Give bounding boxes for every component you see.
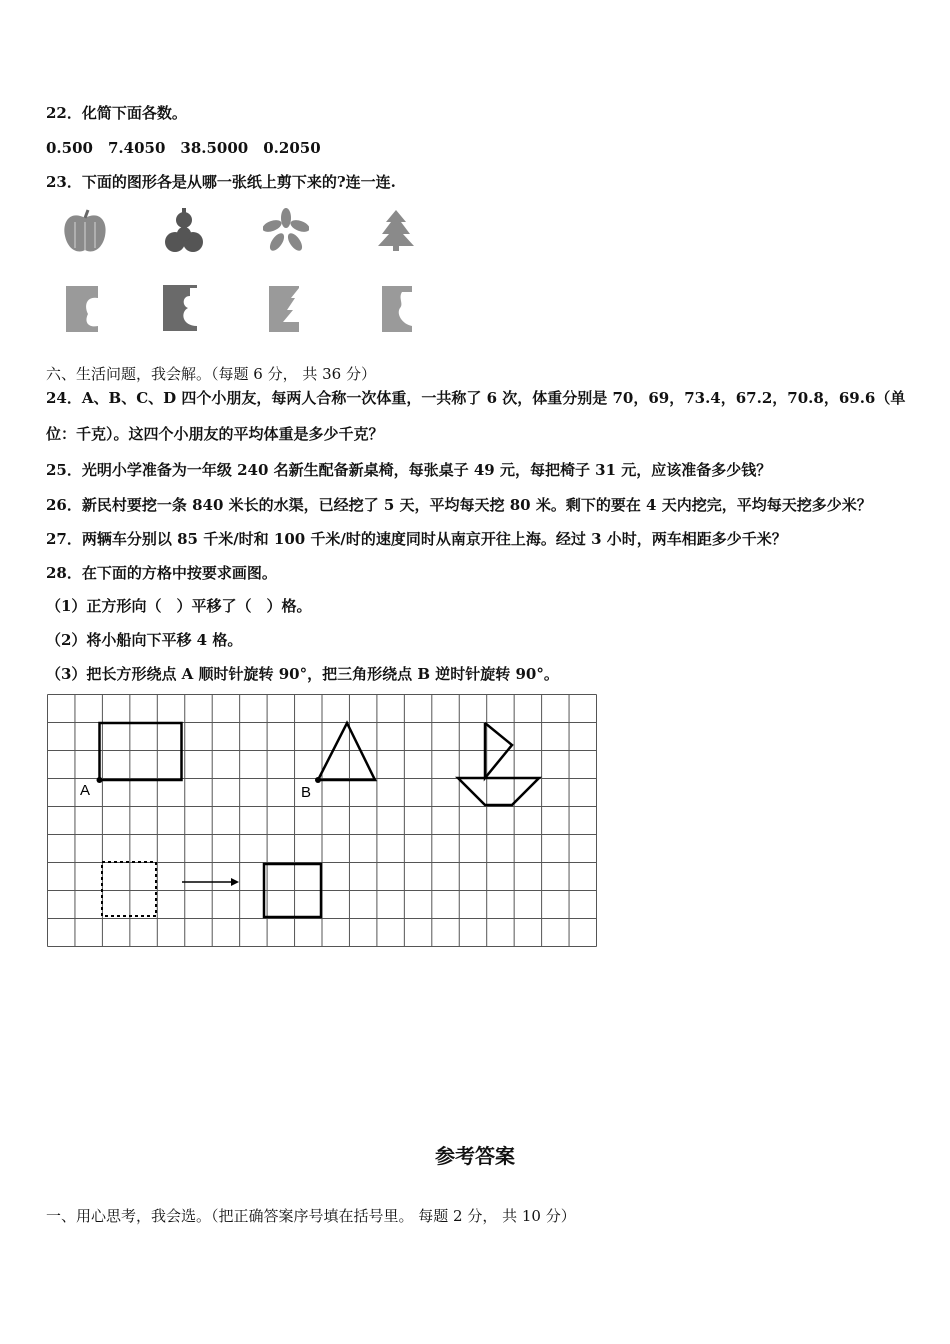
- section6-heading: 六、生活问题，我会解。（每题 6 分， 共 36 分）: [46, 365, 376, 383]
- dotted-square: [102, 862, 156, 916]
- q24-text: 24．A、B、C、D 四个小朋友，每两人合称一次体重，一共称了 6 次，体重分别是 70，69，73.4，67.2，70.8，69.6（单位：千克）。这四个小朋友的平均体重是多少千克？: [46, 389, 906, 443]
- point-a: [97, 777, 103, 783]
- q25-text: 25．光明小学准备为一年级 240 名新生配备新桌椅，每张桌子 49 元，每把椅子 31 元，应该准备多少钱？: [46, 461, 772, 479]
- folded-paper-flower-icon: [380, 284, 416, 334]
- drawing-grid: [47, 694, 597, 947]
- q28-title: 28．在下面的方格中按要求画图。: [46, 564, 277, 582]
- folded-paper-tree-icon: [267, 284, 303, 334]
- rectangle-shape: [100, 723, 182, 780]
- boat-hull: [458, 778, 539, 805]
- apple-cutout-icon: [60, 208, 110, 256]
- point-b: [315, 777, 321, 783]
- q28-sub3: （3）把长方形绕点 A 顺时针旋转 90°，把三角形绕点 B 逆时针旋转 90°。: [46, 665, 559, 683]
- q28-sub2: （2）将小船向下平移 4 格。: [46, 631, 243, 649]
- label-a: A: [80, 782, 91, 799]
- triangle-shape: [318, 723, 375, 780]
- answers-title: 参考答案: [435, 1144, 515, 1168]
- q27-text: 27．两辆车分别以 85 千米/时和 100 千米/时的速度同时从南京开往上海。经过 3 小时，两车相距多少千米？: [46, 530, 787, 548]
- gourd-cutout-icon: [163, 206, 205, 256]
- q28-sub1: （1）正方形向（ ）平移了（ ）格。: [46, 597, 312, 615]
- arrow-head: [231, 878, 239, 886]
- q22-title: 22．化简下面各数。: [46, 104, 187, 122]
- q22-numbers: 0.500 7.4050 38.5000 0.2050: [46, 139, 321, 157]
- folded-paper-apple-icon: [64, 284, 100, 334]
- grid-svg: [47, 694, 597, 947]
- tree-cutout-icon: [374, 208, 418, 252]
- q23-title: 23．下面的图形各是从哪一张纸上剪下来的?连一连.: [46, 173, 396, 191]
- label-b: B: [301, 784, 312, 801]
- answers-section1: 一、用心思考，我会选。（把正确答案序号填在括号里。 每题 2 分， 共 10 分）: [46, 1207, 576, 1225]
- folded-paper-gourd-icon: [160, 282, 200, 334]
- flower-cutout-icon: [263, 208, 309, 252]
- q26-text: 26．新民村要挖一条 840 米长的水渠，已经挖了 5 天，平均每天挖 80 米。剩下的要在 4 天内挖完，平均每天挖多少米？: [46, 496, 872, 514]
